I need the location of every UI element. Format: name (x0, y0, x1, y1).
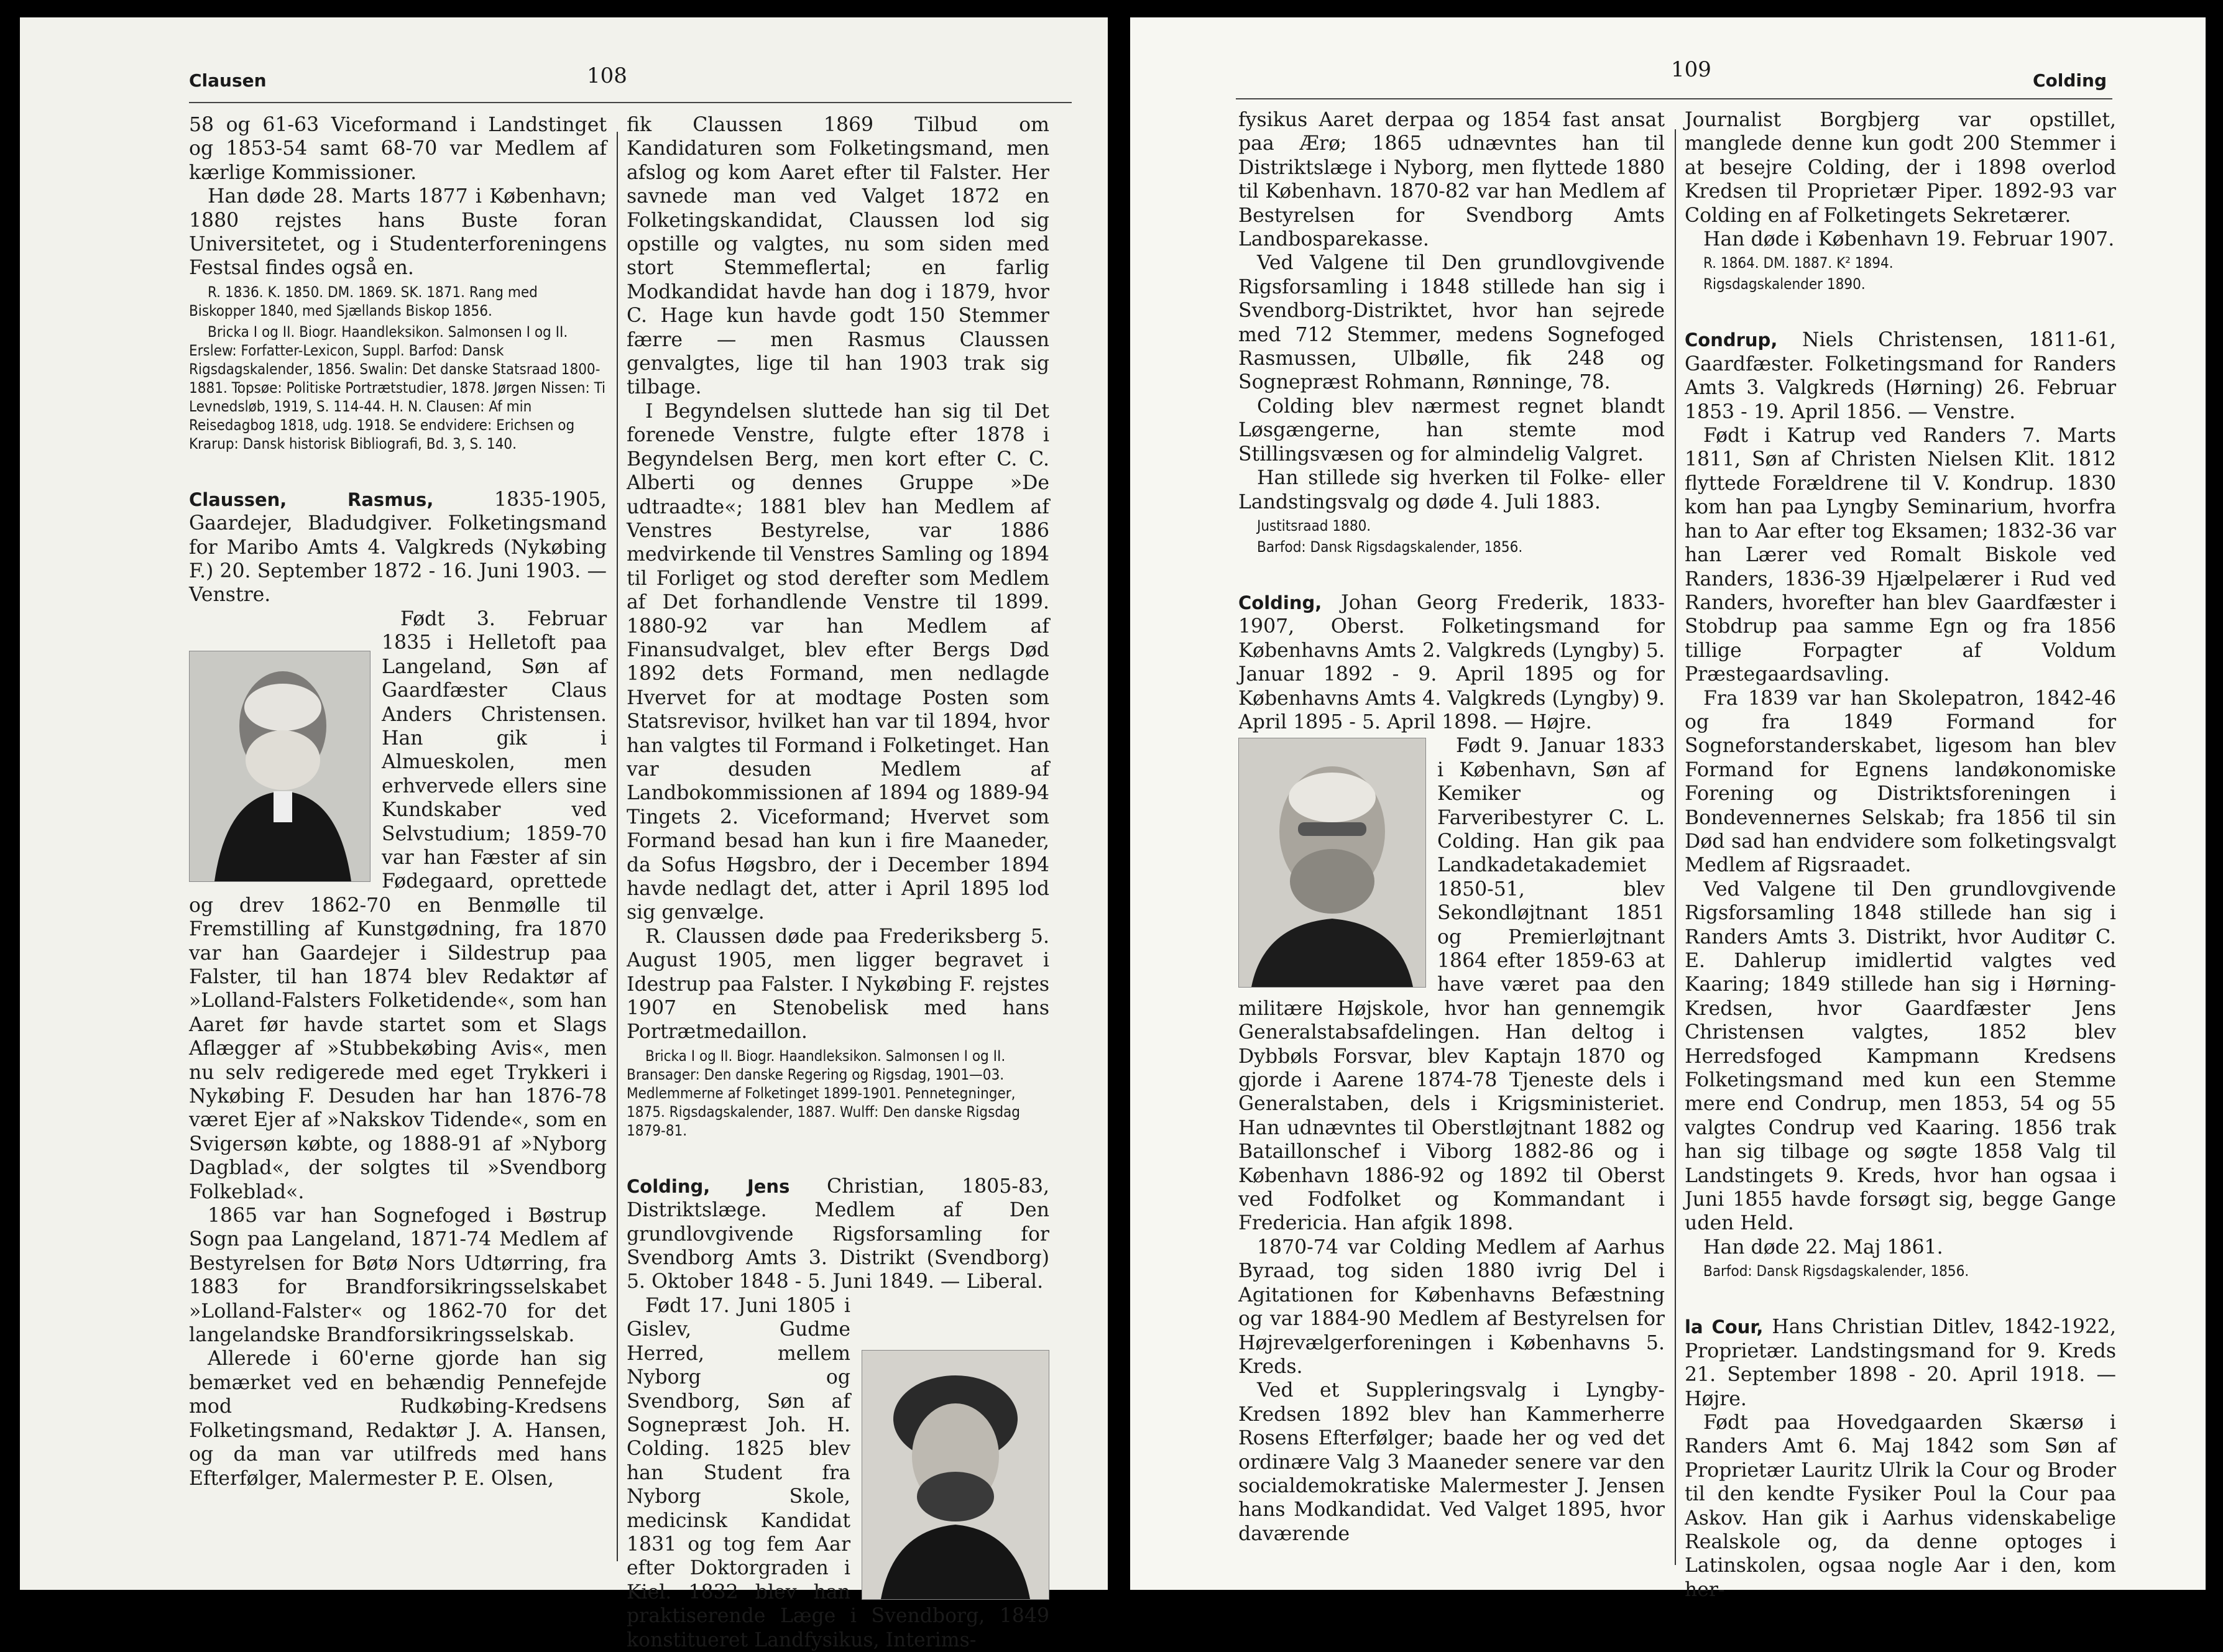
bibliography-note: Barfod: Dansk Rigsdagskalender, 1856. (1257, 538, 1523, 556)
head-word-clausen: Clausen (189, 70, 267, 91)
head-word-colding: Colding (2033, 70, 2107, 91)
paragraph: Født i Katrup ved Randers 7. Marts 1811, Søn af Christen Nielsen Klit. 1812 flyttede Forældrene til V. Kondrup. 1830 kom han paa Lyngby Seminarium, hvorfra han to Aar efter tog Eksamen; 1832-36 var han Lærer ved Romalt Biskole ved Randers, 1836-39 Hjælpelærer i Rud ved Randers, hvorefter han blev Gaardfæster i Stobdrup paa samme Egn og fra 1856 tillige Forpagter af Voldum Præstegaardsavling. (1685, 424, 2116, 686)
entry-details: Niels Christensen, 1811-61, Gaardfæster. Folketingsmand for Randers Amts 3. Valgkreds (Hørning) 26. Februar 1853 - 19. April 1856. — Venstre. (1685, 329, 2116, 423)
page-number-108: 108 (587, 63, 627, 88)
right-column-2 (1685, 108, 2117, 1601)
bibliography-note: Barfod: Dansk Rigsdagskalender, 1856. (1703, 1262, 1969, 1280)
paragraph: Født 9. Januar 1833 i København, Søn af Kemiker og Farveribestyrer C. L. Colding. Han gik paa Landkadetakademiet 1850-51, blev Sekondløjtnant 1851 og Premierløjtnant 1864 efter 1859-63 at have været paa den militære Højskole, hvor han gennemgik Generalstabsafdelingen. Han deltog i Dybbøls Forsvar, blev Kaptajn 1870 og gjorde i Aarene 1874-78 Tjeneste dels i Generalstaben, dels i Krigsministeriet. Han udnævntes til Oberstløjtnant 1882 og Bataillonschef i Viborg 1882-86 og i København 1886-92 og 1892 til Oberst ved Fodfolket og Kommandant i Fredericia. Han afgik 1898. (1238, 735, 1665, 1235)
entry-details: Hans Christian Ditlev, 1842-1922, Proprietær. Landstingsmand for 9. Kreds 21. September 1898 - 20. April 1918. — Højre. (1685, 1316, 2117, 1410)
entry-heading (627, 1175, 1049, 1294)
entry-details: Johan Georg Frederik, 1833-1907, Oberst. Folketingsmand for Københavns Amts 2. Valgkreds (Lyngby) 5. Januar 1892 - 9. April 1895 og for Københavns Amts 4. Valgkreds (Lyngby) 9. April 1895 - 5. April 1898. — Højre. (1238, 591, 1665, 733)
paragraph: Ved Valgene til Den grundlovgivende Rigsforsamling i 1848 stillede han sig i Svendborg-Distriktet, hvor han sejrede med 712 Stemmer, medens Sognefoged Rasmussen, Ulbølle, fik 248 og Sognepræst Rohmann, Rønninge, 78. (1238, 252, 1665, 394)
paragraph: Han døde 28. Marts 1877 i København; 1880 rejstes hans Buste foran Universitetet, og i Studenterforeningens Festsal findes også en. (189, 185, 607, 280)
bibliography-note: Bricka I og II. Biogr. Haandleksikon. Salmonsen I og II. Erslew: Forfatter-Lexicon, Suppl. Barfod: Dansk Rigsdagskalender, 1856. Swalin: Det danske Statsraad 1800-1881. Topsøe: Politiske Portrætstudier, 1878. Jørgen Nissen: Ti Levnedsløb, 1919, S. 114-44. H. N. Clausen: Af min Reisedagbog 1818, udg. 1918. Se endvidere: Erichsen og Krarup: Dansk historisk Bibliografi, Bd. 3, S. 140. (189, 323, 606, 452)
header-rule (1236, 98, 2112, 99)
reference-note: R. 1864. DM. 1887. K² 1894. (1703, 254, 1894, 272)
paragraph: Han stillede sig hverken til Folke- eller Landstingsvalg og døde 4. Juli 1883. (1238, 467, 1665, 513)
right-page (1130, 17, 2206, 1601)
paragraph: Ved et Suppleringsvalg i Lyngby-Kredsen 1892 blev han Kammerherre Rosens Efterfølger; baade her og ved det ordinære Valg 3 Maaneder senere var den socialdemokratiske Malermester J. Jensen hans Modkandidat. Ved Valget 1895, hvor daværende (1238, 1379, 1665, 1545)
right-head-word (2033, 56, 2107, 91)
entry-details: 1835-1905, Gaardejer, Bladudgiver. Folketingsmand for Maribo Amts 4. Valgkreds (Nykøbing F.) 20. September 1872 - 16. Juni 1903. — Venstre. (189, 488, 607, 607)
entry-heading (1685, 328, 2116, 424)
left-column-1 (189, 113, 607, 1567)
paragraph: 58 og 61-63 Viceformand i Landstinget og 1853-54 samt 68-70 var Medlem af kærlige Kommissioner. (189, 114, 607, 184)
paragraph: Født 3. Februar 1835 i Helletoft paa Langeland, Søn af Gaardfæster Claus Anders Christensen. Han gik i Almueskolen, men erhvervede ellers sine Kundskaber ved Selvstudium; 1859-70 var han Fæster af sin Fødegaard, oprettede og drev 1862-70 en Benmølle til Fremstilling af Kunstgødning, fra 1870 var han Gaardejer i Sildestrup paa Falster, til han 1874 blev Redaktør af »Lolland-Falsters Folketidende«, som han Aaret før havde startet som et Slags Aflægger af »Stubbekøbing Avis«, men nu selv redigerede med eget Trykkeri i Nykøbing F. Desuden har han 1876-78 været Ejer af »Nakskov Tidende«, som en Svigersøn købte, og 1888-91 af »Nyborg Dagblad«, der solgtes til »Svendborg Folkeblad«. (189, 607, 607, 1203)
bibliography-note: Bricka I og II. Biogr. Haandleksikon. Salmonsen I og II. Bransager: Den danske Regering og Rigsdag, 1901—03. Medlemmerne af Folketinget 1899-1901. Pennetegninger, 1875. Rigsdagskalender, 1887. Wulff: Den danske Rigsdag 1879-81. (627, 1047, 1020, 1139)
paragraph: fik Claussen 1869 Tilbud om Kandidaturen som Folketingsmand, men afslog og kom Aaret efter til Falster. Her savnede man ved Valget 1872 en Folketingskandidat, Claussen lod sig opstille og valgtes, nu som siden med stort Stemmeflertal; en farlig Modkandidat havde han dog i 1879, hvor C. Hage kun havde godt 150 Stemmer færre — men Rasmus Claussen genvalgtes, lige til han 1903 trak sig tilbage. (627, 114, 1049, 399)
entry-name: Claussen, Rasmus, (189, 489, 434, 510)
bibliography-note: Rigsdagskalender 1890. (1703, 275, 1866, 293)
column-divider (1675, 129, 1676, 1565)
page-number-109: 109 (1671, 57, 1711, 82)
entry-heading (1238, 591, 1665, 734)
paragraph: Colding blev nærmest regnet blandt Løsgængerne, han stemte mod Stillingsvæsen og for almindelig Valgret. (1238, 395, 1665, 466)
paragraph: Han døde 22. Maj 1861. (1703, 1236, 1943, 1259)
entry-heading (1685, 1315, 2116, 1411)
paragraph: Fra 1839 var han Skolepatron, 1842-46 og fra 1849 Formand for Sogneforstanderskabet, ligesom han blev Formand for Egnens landøkonomiske Forening og Distriktsforeningen i Bondevennernes Selskab; fra 1856 til sin Død sad han endvidere som folketingsvalgt Medlem af Rigsraadet. (1685, 687, 2116, 877)
reference-note: Justitsraad 1880. (1257, 516, 1371, 535)
entry-heading (189, 488, 607, 607)
paragraph: 1865 var han Sognefoged i Bøstrup Sogn paa Langeland, 1871-74 Medlem af Bestyrelsen for Bøtø Nors Udtørring, fra 1883 for Brandforsikringsselskabet »Lolland-Falster« og 1862-70 for det langelandske Brandforsikringsselskab. (189, 1205, 607, 1347)
entry-name: Colding, (1238, 592, 1322, 613)
paragraph: Han døde i København 19. Februar 1907. (1703, 228, 2115, 251)
paragraph: Født 17. Juni 1805 i Gislev, Gudme Herred, mellem Nyborg og Svendborg, Søn af Sognepræst Joh. H. Colding. 1825 blev han Student fra Nyborg Skole, medicinsk Kandidat 1831 og tog fem Aar efter Doktorgraden i Kiel. 1832 blev han praktiserende Læge i Svendborg, 1849 konstitueret Landfysikus, Interims- (627, 1294, 1049, 1651)
entry-details: Christian, 1805-83, Distriktslæge. Medlem af Den grundlovgivende Rigsforsamling for Svendborg Amts 3. Distrikt (Svendborg) 5. Oktober 1848 - 5. Juni 1849. — Liberal. (627, 1175, 1049, 1293)
paragraph: Journalist Borgbjerg var opstillet, manglede denne kun godt 200 Stemmer i at besejre Colding, der i 1898 overlod Kredsen til Proprietær Piper. 1892-93 var Colding en af Folketingets Sekretærer. (1685, 109, 2116, 227)
paragraph: Ved Valgene til Den grundlovgivende Rigsforsamling 1848 stillede han sig i Randers Amts 3. Distrikt, hvor Auditør C. E. Dahlerup imidlertid valgtes ved Kaaring; 1849 stillede han sig i Hørning-Kredsen, hvor Gaardfæster Jens Christensen valgtes, 1852 blev Herredsfoged Kampmann Kredsens Folketingsmand med kun een Stemme mere end Condrup, men 1853, 54 og 55 valgtes Condrup ved Kaaring. 1856 trak han sig tilbage og søgte 1858 Valg til Landstingets 9. Kreds, hvor han ogsaa i Juni 1855 havde forsøgt sig, begge Gange uden Held. (1685, 878, 2116, 1235)
right-column-1 (1238, 108, 1665, 1569)
left-head-word (189, 56, 267, 91)
entry-name: la Cour, (1685, 1316, 1764, 1338)
portrait-jens-colding (862, 1350, 1049, 1600)
portrait-johan-georg-colding (1238, 738, 1426, 988)
left-column-2 (627, 113, 1049, 1651)
portrait-rasmus-claussen (189, 651, 370, 882)
paragraph: Født paa Hovedgaarden Skærsø i Randers Amt 6. Maj 1842 som Søn af Proprietær Lauritz Ulrik la Cour og Broder til den kendte Fysiker Poul la Cour paa Askov. Han gik i Aarhus videnskabelige Realskole og, da denne optoges i Latinskolen, ogsaa nogle Aar i den, kom her- (1685, 1411, 2116, 1601)
paragraph: 1870-74 var Colding Medlem af Aarhus Byraad, tog siden 1880 ivrig Del i Agitationen for Københavns Befæstning og var 1884-90 Medlem af Bestyrelsen for Højrevælgerforeningen i Københavns 5. Kreds. (1238, 1236, 1665, 1378)
paragraph: R. Claussen døde paa Frederiksberg 5. August 1905, men ligger begravet i Idestrup paa Falster. I Nykøbing F. rejstes 1907 en Stenobelisk med hans Portrætmedaillon. (627, 925, 1049, 1044)
header-rule (189, 102, 1072, 103)
paragraph: I Begyndelsen sluttede han sig til Det forenede Venstre, fulgte efter 1878 i Begyndelsen Berg, men kort efter C. C. Alberti og dennes Gruppe »De udtraadte«; 1881 blev han Medlem af Venstres Bestyrelse, var 1886 medvirkende til Venstres Samling og 1894 til Forliget og stod derefter som Medlem af Det forhandlende Venstre til 1899. 1880-92 var han Medlem af Finansudvalget, blev efter Bergs Død 1892 dets Formand, men nedlagde Hvervet for at modtage Posten som Statsrevisor, hvilket han var til 1894, hvor han valgtes til Formand i Folketinget. Han var desuden Medlem af Landbokommissionen af 1894 og 1889-94 Tingets 2. Viceformand; Hvervet som Formand besad han kun i fire Maaneder, da Sofus Høgsbro, der i December 1894 havde nedlagt det, atter i April 1895 lod sig genvælge. (627, 400, 1049, 924)
left-page (20, 17, 1108, 1651)
entry-name: Colding, Jens (627, 1175, 790, 1197)
paragraph: Allerede i 60'erne gjorde han sig bemærket ved en behændig Pennefejde mod Rudkøbing-Kredsens Folketingsmand, Redaktør J. A. Hansen, og da man var utilfreds med hans Efterfølger, Malermester P. E. Olsen, (189, 1347, 607, 1490)
entry-name: Condrup, (1685, 329, 1778, 351)
reference-note: R. 1836. K. 1850. DM. 1869. SK. 1871. Rang med Biskopper 1840, med Sjællands Biskop 1856. (189, 283, 538, 319)
book-gutter (1108, 0, 1130, 1608)
paragraph: fysikus Aaret derpaa og 1854 fast ansat paa Ærø; 1865 udnævntes han til Distriktslæge i Nyborg, men flyttede 1880 til København. 1870-82 var han Medlem af Bestyrelsen for Svendborg Amts Landbosparekasse. (1238, 109, 1665, 251)
column-divider (617, 132, 618, 1561)
